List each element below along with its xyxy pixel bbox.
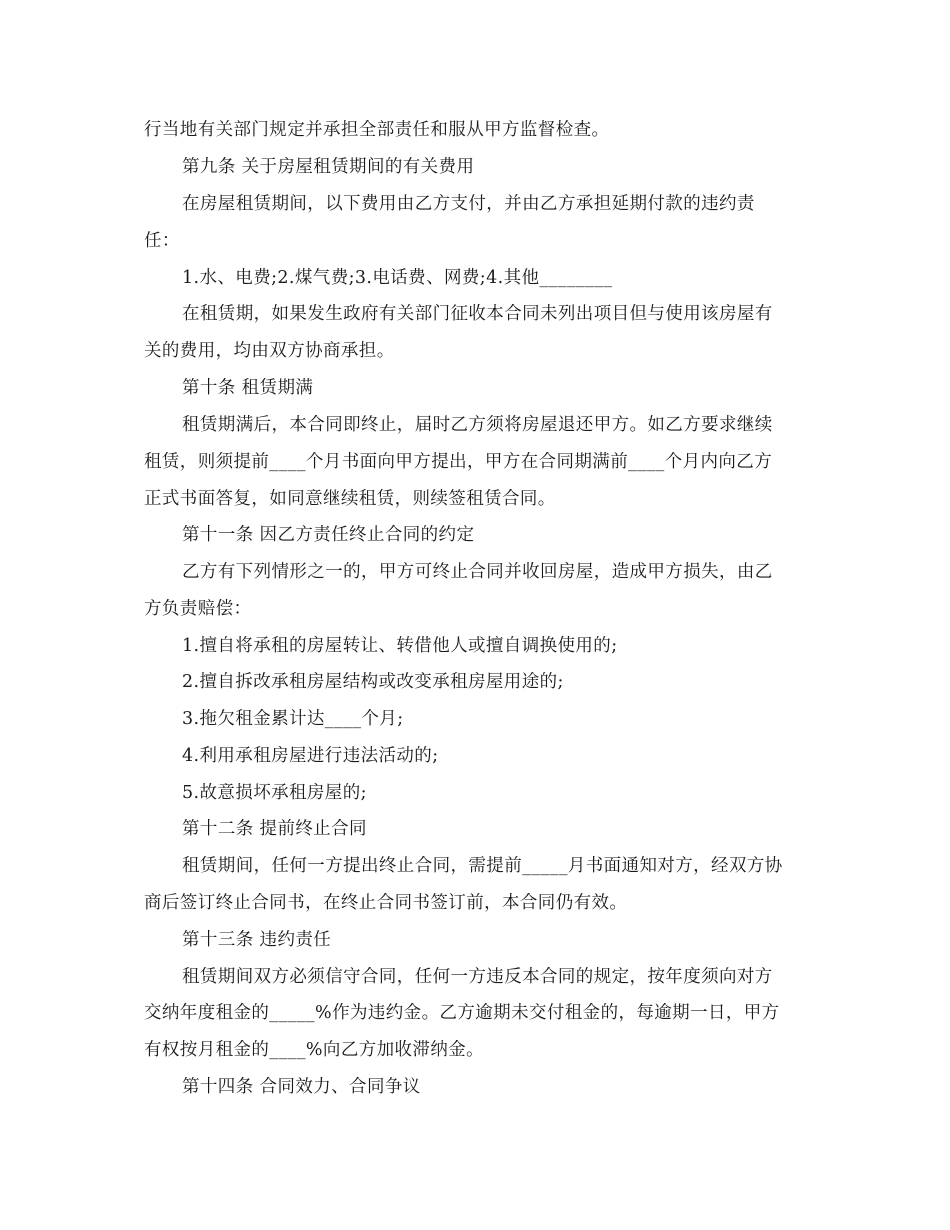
paragraph-line: 任： (144, 231, 180, 251)
paragraph-line: 行当地有关部门规定并承担全部责任和服从甲方监督检查。 (144, 120, 610, 140)
section-heading: 第十四条 合同效力、合同争议 (182, 1077, 421, 1097)
list-item: 1.擅自将承租的房屋转让、转借他人或擅自调换使用的; (182, 636, 618, 656)
paragraph-line: 租赁期间，任何一方提出终止合同，需提前_____月书面通知对方，经双方协 (182, 856, 783, 876)
paragraph-line: 交纳年度租金的_____%作为违约金。乙方逾期未交付租金的，每逾期一日，甲方 (144, 1003, 780, 1023)
paragraph-line: 租赁期满后，本合同即终止，届时乙方须将房屋退还甲方。如乙方要求继续 (182, 415, 773, 435)
paragraph-line: 正式书面答复，如同意继续租赁，则续签租赁合同。 (144, 489, 556, 509)
list-item: 2.擅自拆改承租房屋结构或改变承租房屋用途的; (182, 672, 564, 692)
list-item: 1.水、电费;2.煤气费;3.电话费、网费;4.其他________ (182, 268, 613, 288)
paragraph-line: 商后签订终止合同书，在终止合同书签订前，本合同仍有效。 (144, 893, 628, 913)
section-heading: 第十一条 因乙方责任终止合同的约定 (182, 525, 475, 545)
paragraph-line: 租赁期间双方必须信守合同，任何一方违反本合同的规定，按年度须向对方 (182, 967, 773, 987)
paragraph-line: 租赁，则须提前____个月书面向甲方提出，甲方在合同期满前____个月内向乙方 (144, 452, 773, 472)
section-heading: 第九条 关于房屋租赁期间的有关费用 (182, 157, 475, 177)
list-item: 4.利用承租房屋进行违法活动的; (182, 746, 439, 766)
paragraph-line: 在租赁期，如果发生政府有关部门征收本合同未列出项目但与使用该房屋有 (182, 304, 773, 324)
list-item: 3.拖欠租金累计达____个月; (182, 709, 404, 729)
paragraph-line: 乙方有下列情形之一的，甲方可终止合同并收回房屋，造成甲方损失，由乙 (182, 562, 773, 582)
list-item: 5.故意损坏承租房屋的; (182, 783, 367, 803)
section-heading: 第十三条 违约责任 (182, 930, 332, 950)
paragraph-line: 方负责赔偿： (144, 599, 252, 619)
paragraph-line: 在房屋租赁期间，以下费用由乙方支付，并由乙方承担延期付款的违约责 (182, 194, 755, 214)
section-heading: 第十二条 提前终止合同 (182, 819, 367, 839)
paragraph-line: 有权按月租金的____%向乙方加收滞纳金。 (144, 1040, 485, 1060)
paragraph-line: 关的费用，均由双方协商承担。 (144, 341, 395, 361)
section-heading: 第十条 租赁期满 (182, 378, 314, 398)
